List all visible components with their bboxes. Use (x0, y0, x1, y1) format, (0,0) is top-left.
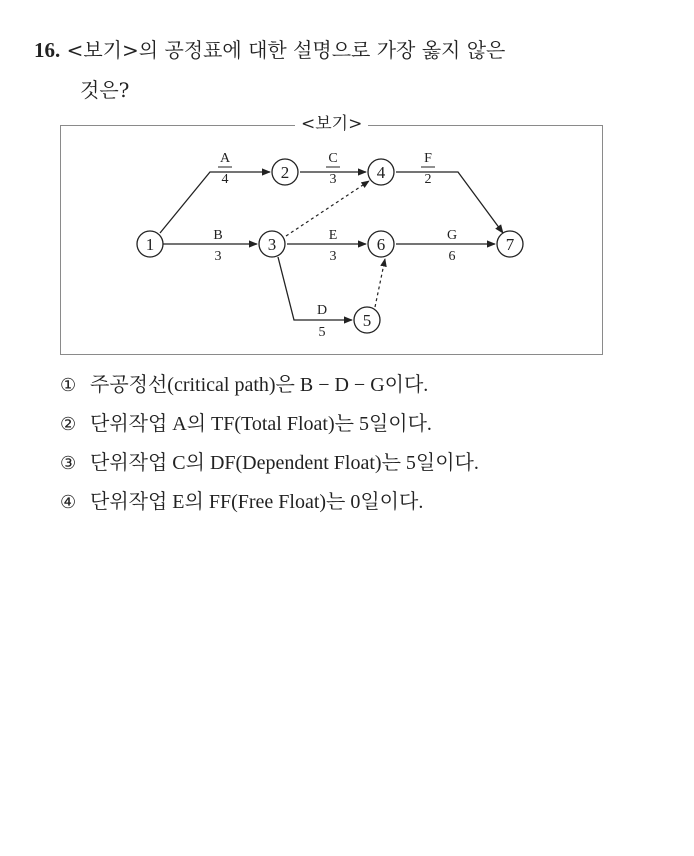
answer-options (60, 366, 680, 522)
node-2 (272, 159, 298, 185)
option-4-marker: ④ (60, 492, 77, 513)
option-1[interactable] (60, 366, 680, 405)
svg-text:F: F (424, 151, 432, 166)
activity-label-e (329, 228, 338, 264)
option-2[interactable] (60, 405, 680, 444)
svg-text:2: 2 (424, 172, 432, 187)
svg-text:5: 5 (318, 325, 326, 340)
question-number: 16. (34, 38, 61, 62)
option-2-marker: ② (60, 414, 77, 435)
node-4 (368, 159, 394, 185)
activity-label-f (421, 151, 435, 187)
option-3[interactable] (60, 444, 680, 483)
node-6 (368, 231, 394, 257)
option-1-text: 주공정선(critical path)은 B − D − G이다. (90, 374, 429, 396)
svg-text:3: 3 (329, 249, 337, 264)
svg-text:3: 3 (267, 235, 277, 254)
node-3 (259, 231, 285, 257)
option-3-text: 단위작업 C의 DF(Dependent Float)는 5일이다. (90, 452, 479, 474)
node-7 (497, 231, 523, 257)
activity-label-c (326, 151, 340, 187)
svg-text:2: 2 (280, 163, 290, 182)
activity-label-g (447, 228, 457, 264)
svg-text:6: 6 (376, 235, 386, 254)
svg-text:C: C (328, 151, 338, 166)
svg-text:3: 3 (214, 249, 222, 264)
dummy-arrow-3-4 (286, 181, 369, 236)
question-block (34, 30, 634, 110)
option-4-text: 단위작업 E의 FF(Free Float)는 0일이다. (90, 491, 424, 513)
svg-text:7: 7 (505, 235, 515, 254)
question-text-line1: <보기>의 공정표에 대한 설명으로 가장 옳지 않은 (66, 38, 506, 62)
svg-text:6: 6 (448, 249, 456, 264)
svg-text:3: 3 (329, 172, 337, 187)
svg-text:D: D (316, 303, 328, 318)
network-diagram (60, 125, 603, 355)
activity-arrow-a (160, 172, 270, 233)
dummy-arrow-5-6 (375, 259, 385, 307)
svg-text:E: E (328, 228, 338, 243)
svg-text:1: 1 (145, 235, 155, 254)
node-5 (354, 307, 380, 333)
svg-text:G: G (446, 228, 458, 243)
activity-label-a (218, 151, 232, 187)
activity-arrow-f (396, 172, 503, 233)
node-1 (137, 231, 163, 257)
svg-text:4: 4 (376, 163, 386, 182)
example-box-title: <보기> (295, 112, 368, 136)
svg-text:B: B (213, 228, 223, 243)
option-4[interactable] (60, 483, 680, 522)
activity-label-d (315, 303, 329, 340)
question-text-line2: 것은? (80, 78, 130, 102)
activity-label-b (211, 228, 225, 264)
option-1-marker: ① (60, 375, 77, 396)
option-3-marker: ③ (60, 453, 77, 474)
svg-text:A: A (219, 151, 231, 166)
svg-text:4: 4 (221, 172, 229, 187)
svg-text:5: 5 (362, 311, 372, 330)
option-2-text: 단위작업 A의 TF(Total Float)는 5일이다. (90, 413, 432, 435)
activity-arrow-d (278, 257, 352, 320)
